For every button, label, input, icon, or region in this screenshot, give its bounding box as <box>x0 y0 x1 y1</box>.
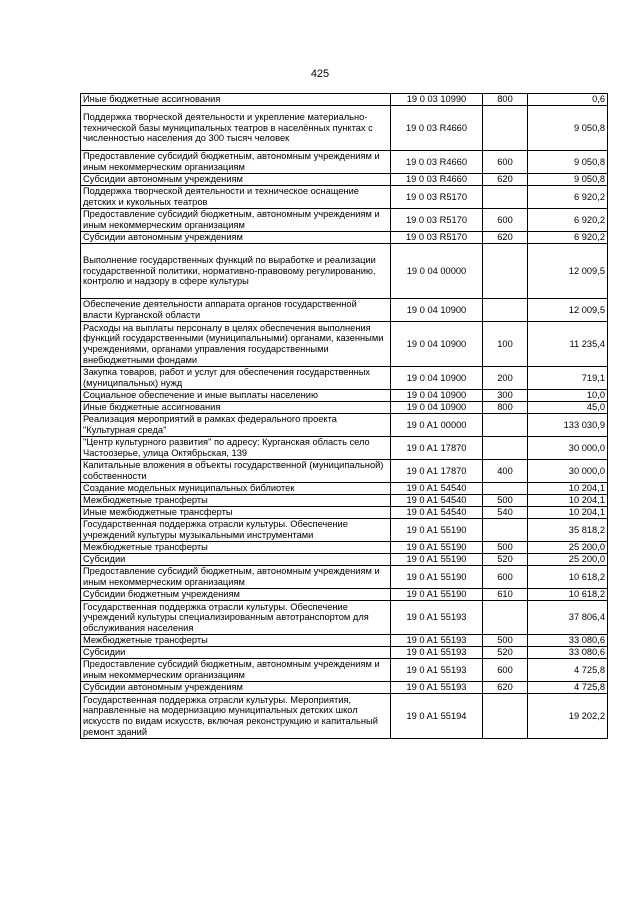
row-amount-cell: 30 000,0 <box>528 437 608 460</box>
row-code-cell: 19 0 04 10900 <box>391 322 483 367</box>
row-amount-cell: 10 204,1 <box>528 483 608 495</box>
row-name-cell: Предоставление субсидий бюджетным, автономным учреждениям и иным некоммерческим организациям <box>81 566 391 589</box>
table-row <box>81 186 608 209</box>
table-row <box>81 519 608 542</box>
row-amount-cell: 6 920,2 <box>528 186 608 209</box>
row-code-cell: 19 0 03 R4660 <box>391 151 483 174</box>
row-amount-cell: 4 725,8 <box>528 682 608 694</box>
row-name-cell: Государственная поддержка отрасли культуры. Мероприятия, направленные на модернизацию муниципальных детских школ искусств по видам искусств, включая реконструкцию и капитальный ремонт зданий <box>81 694 391 739</box>
row-code-cell: 19 0 A1 55190 <box>391 542 483 554</box>
row-expense-type-cell <box>483 299 528 322</box>
row-name-cell: Субсидии автономным учреждениям <box>81 682 391 694</box>
table-row <box>81 402 608 414</box>
table-row <box>81 589 608 601</box>
row-expense-type-cell: 600 <box>483 566 528 589</box>
row-code-cell: 19 0 03 R5170 <box>391 232 483 244</box>
row-expense-type-cell: 540 <box>483 507 528 519</box>
row-amount-cell: 25 200,0 <box>528 542 608 554</box>
row-amount-cell: 30 000,0 <box>528 460 608 483</box>
row-name-cell: Субсидии автономным учреждениям <box>81 174 391 186</box>
row-expense-type-cell: 600 <box>483 659 528 682</box>
row-code-cell: 19 0 A1 55190 <box>391 589 483 601</box>
row-code-cell: 19 0 A1 00000 <box>391 414 483 437</box>
row-expense-type-cell: 100 <box>483 322 528 367</box>
row-name-cell: Создание модельных муниципальных библиотек <box>81 483 391 495</box>
table-row <box>81 106 608 151</box>
table-row <box>81 151 608 174</box>
row-expense-type-cell <box>483 519 528 542</box>
table-row <box>81 414 608 437</box>
row-code-cell: 19 0 A1 54540 <box>391 483 483 495</box>
table-row <box>81 460 608 483</box>
table-row <box>81 94 608 106</box>
row-expense-type-cell <box>483 437 528 460</box>
row-code-cell: 19 0 A1 55190 <box>391 519 483 542</box>
row-name-cell: "Центр культурного развития" по адресу: Курганская область село Частоозерье, улица Октябрьская, 139 <box>81 437 391 460</box>
page-number: 425 <box>310 68 330 80</box>
row-code-cell: 19 0 A1 55194 <box>391 694 483 739</box>
table-row <box>81 682 608 694</box>
row-amount-cell: 35 818,2 <box>528 519 608 542</box>
table-row <box>81 174 608 186</box>
table-row <box>81 437 608 460</box>
row-amount-cell: 9 050,8 <box>528 151 608 174</box>
row-amount-cell: 9 050,8 <box>528 174 608 186</box>
row-expense-type-cell: 800 <box>483 402 528 414</box>
table-row <box>81 694 608 739</box>
row-amount-cell: 6 920,2 <box>528 232 608 244</box>
row-name-cell: Межбюджетные трансферты <box>81 635 391 647</box>
row-code-cell: 19 0 A1 55193 <box>391 682 483 694</box>
row-expense-type-cell: 800 <box>483 94 528 106</box>
row-amount-cell: 10 618,2 <box>528 589 608 601</box>
row-code-cell: 19 0 03 R5170 <box>391 186 483 209</box>
table-row <box>81 367 608 390</box>
row-code-cell: 19 0 A1 17870 <box>391 460 483 483</box>
row-expense-type-cell: 610 <box>483 589 528 601</box>
row-amount-cell: 45,0 <box>528 402 608 414</box>
row-amount-cell: 9 050,8 <box>528 106 608 151</box>
row-expense-type-cell: 400 <box>483 460 528 483</box>
row-expense-type-cell: 600 <box>483 209 528 232</box>
row-name-cell: Поддержка творческой деятельности и техническое оснащение детских и кукольных театров <box>81 186 391 209</box>
row-amount-cell: 4 725,8 <box>528 659 608 682</box>
row-amount-cell: 12 009,5 <box>528 299 608 322</box>
row-amount-cell: 0,6 <box>528 94 608 106</box>
row-expense-type-cell <box>483 244 528 299</box>
row-code-cell: 19 0 03 R4660 <box>391 106 483 151</box>
table-row <box>81 483 608 495</box>
row-amount-cell: 10 204,1 <box>528 507 608 519</box>
row-code-cell: 19 0 04 00000 <box>391 244 483 299</box>
row-expense-type-cell <box>483 601 528 635</box>
row-code-cell: 19 0 A1 17870 <box>391 437 483 460</box>
table-row <box>81 659 608 682</box>
row-code-cell: 19 0 A1 55190 <box>391 554 483 566</box>
row-expense-type-cell <box>483 106 528 151</box>
row-amount-cell: 10 618,2 <box>528 566 608 589</box>
row-amount-cell: 19 202,2 <box>528 694 608 739</box>
table-row <box>81 647 608 659</box>
row-code-cell: 19 0 A1 55190 <box>391 566 483 589</box>
row-amount-cell: 6 920,2 <box>528 209 608 232</box>
row-expense-type-cell: 520 <box>483 554 528 566</box>
row-expense-type-cell: 500 <box>483 635 528 647</box>
row-code-cell: 19 0 04 10900 <box>391 390 483 402</box>
row-code-cell: 19 0 03 R4660 <box>391 174 483 186</box>
row-name-cell: Выполнение государственных функций по выработке и реализации государственной политики, нормативно-правовому регулированию, контролю и надзору в сфере культуры <box>81 244 391 299</box>
row-expense-type-cell: 500 <box>483 542 528 554</box>
table-row <box>81 601 608 635</box>
row-amount-cell: 33 080,6 <box>528 647 608 659</box>
table-row <box>81 554 608 566</box>
table-row <box>81 566 608 589</box>
row-expense-type-cell: 620 <box>483 682 528 694</box>
row-code-cell: 19 0 A1 55193 <box>391 601 483 635</box>
row-name-cell: Обеспечение деятельности аппарата органов государственной власти Курганской области <box>81 299 391 322</box>
row-name-cell: Предоставление субсидий бюджетным, автономным учреждениям и иным некоммерческим организациям <box>81 659 391 682</box>
row-amount-cell: 133 030,9 <box>528 414 608 437</box>
row-code-cell: 19 0 A1 55193 <box>391 659 483 682</box>
row-code-cell: 19 0 04 10900 <box>391 402 483 414</box>
table-row <box>81 390 608 402</box>
row-name-cell: Межбюджетные трансферты <box>81 495 391 507</box>
row-name-cell: Капитальные вложения в объекты государственной (муниципальной) собственности <box>81 460 391 483</box>
table-row <box>81 299 608 322</box>
row-name-cell: Иные бюджетные ассигнования <box>81 94 391 106</box>
row-expense-type-cell: 620 <box>483 174 528 186</box>
row-name-cell: Субсидии <box>81 647 391 659</box>
table-row <box>81 209 608 232</box>
row-name-cell: Субсидии автономным учреждениям <box>81 232 391 244</box>
row-name-cell: Иные бюджетные ассигнования <box>81 402 391 414</box>
row-name-cell: Социальное обеспечение и иные выплаты населению <box>81 390 391 402</box>
row-name-cell: Поддержка творческой деятельности и укрепление материально-технической базы муниципальных театров в населённых пунктах с численностью населения до 300 тысяч человек <box>81 106 391 151</box>
row-amount-cell: 11 235,4 <box>528 322 608 367</box>
row-expense-type-cell: 620 <box>483 232 528 244</box>
table-row <box>81 507 608 519</box>
row-expense-type-cell: 600 <box>483 151 528 174</box>
row-code-cell: 19 0 A1 54540 <box>391 507 483 519</box>
row-expense-type-cell: 200 <box>483 367 528 390</box>
row-code-cell: 19 0 A1 54540 <box>391 495 483 507</box>
row-expense-type-cell <box>483 694 528 739</box>
row-name-cell: Межбюджетные трансферты <box>81 542 391 554</box>
table-row <box>81 232 608 244</box>
row-name-cell: Закупка товаров, работ и услуг для обеспечения государственных (муниципальных) нужд <box>81 367 391 390</box>
table-row <box>81 495 608 507</box>
row-code-cell: 19 0 04 10900 <box>391 299 483 322</box>
row-name-cell: Реализация мероприятий в рамках федерального проекта "Культурная среда" <box>81 414 391 437</box>
row-name-cell: Предоставление субсидий бюджетным, автономным учреждениям и иным некоммерческим организациям <box>81 209 391 232</box>
row-code-cell: 19 0 03 R5170 <box>391 209 483 232</box>
row-amount-cell: 37 806,4 <box>528 601 608 635</box>
row-expense-type-cell: 500 <box>483 495 528 507</box>
row-code-cell: 19 0 03 10990 <box>391 94 483 106</box>
row-amount-cell: 719,1 <box>528 367 608 390</box>
row-name-cell: Иные межбюджетные трансферты <box>81 507 391 519</box>
budget-table-body <box>81 94 608 739</box>
row-amount-cell: 10 204,1 <box>528 495 608 507</box>
row-amount-cell: 33 080,6 <box>528 635 608 647</box>
row-expense-type-cell <box>483 414 528 437</box>
row-expense-type-cell <box>483 483 528 495</box>
row-code-cell: 19 0 A1 55193 <box>391 647 483 659</box>
row-name-cell: Субсидии <box>81 554 391 566</box>
row-amount-cell: 10,0 <box>528 390 608 402</box>
table-row <box>81 244 608 299</box>
row-code-cell: 19 0 A1 55193 <box>391 635 483 647</box>
row-name-cell: Расходы на выплаты персоналу в целях обеспечения выполнения функций государственными (муниципальными) органами, казенными учреждениями, органами управления государственными внебюджетными фондами <box>81 322 391 367</box>
table-row <box>81 635 608 647</box>
row-name-cell: Субсидии бюджетным учреждениям <box>81 589 391 601</box>
row-expense-type-cell: 300 <box>483 390 528 402</box>
row-expense-type-cell <box>483 186 528 209</box>
row-name-cell: Государственная поддержка отрасли культуры. Обеспечение учреждений культуры музыкальными инструментами <box>81 519 391 542</box>
row-name-cell: Государственная поддержка отрасли культуры. Обеспечение учреждений культуры специализированным автотранспортом для обслуживания населения <box>81 601 391 635</box>
row-expense-type-cell: 520 <box>483 647 528 659</box>
row-amount-cell: 12 009,5 <box>528 244 608 299</box>
table-row <box>81 542 608 554</box>
row-amount-cell: 25 200,0 <box>528 554 608 566</box>
table-row <box>81 322 608 367</box>
row-code-cell: 19 0 04 10900 <box>391 367 483 390</box>
row-name-cell: Предоставление субсидий бюджетным, автономным учреждениям и иным некоммерческим организациям <box>81 151 391 174</box>
budget-table <box>80 93 608 739</box>
